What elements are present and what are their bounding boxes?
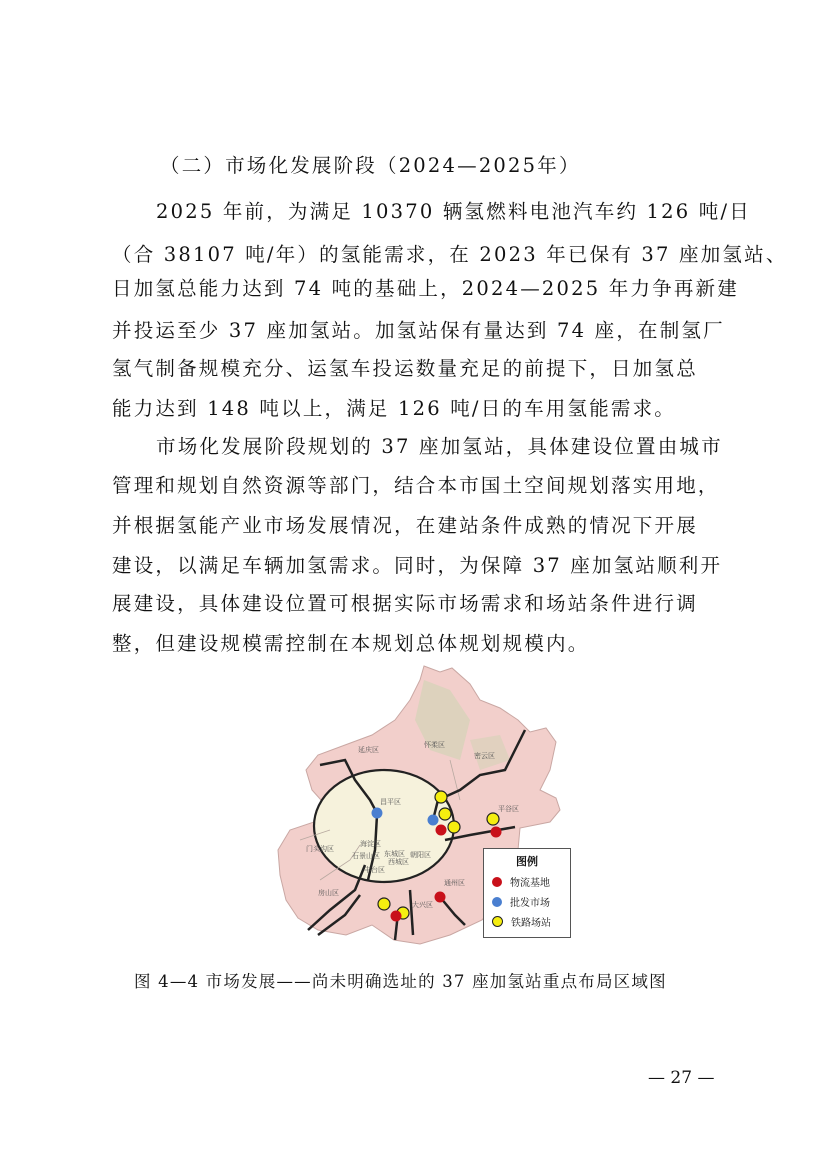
text-line: 2025 年前，为满足 10370 辆氢燃料电池汽车约 126 吨/日 bbox=[156, 200, 751, 223]
legend-item-railway bbox=[492, 914, 570, 929]
figure-caption: 图 4—4 市场发展——尚未明确选址的 37 座加氢站重点布局区域图 bbox=[134, 972, 667, 991]
svg-text:平谷区: 平谷区 bbox=[498, 805, 519, 813]
text-line: 市场化发展阶段规划的 37 座加氢站，具体建设位置由城市 bbox=[156, 435, 723, 458]
svg-text:通州区: 通州区 bbox=[444, 879, 465, 887]
section-heading: （二）市场化发展阶段（2024—2025年） bbox=[160, 154, 581, 177]
blue-dot-icon bbox=[492, 897, 502, 907]
svg-text:昌平区: 昌平区 bbox=[380, 798, 401, 806]
svg-text:怀柔区: 怀柔区 bbox=[424, 741, 445, 749]
legend-label: 物流基地 bbox=[510, 878, 550, 889]
map-legend bbox=[483, 848, 571, 938]
svg-text:大兴区: 大兴区 bbox=[412, 901, 433, 909]
text-line: 氢气制备规模充分、运氢车投运数量充足的前提下，日加氢总 bbox=[112, 357, 698, 380]
text-line: 建设，以满足车辆加氢需求。同时，为保障 37 座加氢站顺利开 bbox=[112, 554, 723, 577]
svg-text:海淀区: 海淀区 bbox=[360, 840, 381, 848]
svg-text:房山区: 房山区 bbox=[318, 889, 339, 897]
svg-text:石景山区: 石景山区 bbox=[352, 852, 380, 860]
legend-item-wholesale bbox=[492, 894, 570, 909]
text-line: 并投运至少 37 座加氢站。加氢站保有量达到 74 座，在制氢厂 bbox=[112, 319, 725, 342]
svg-text:朝阳区: 朝阳区 bbox=[410, 851, 431, 859]
red-dot-icon bbox=[492, 877, 502, 887]
text-line: 能力达到 148 吨以上，满足 126 吨/日的车用氢能需求。 bbox=[112, 397, 677, 420]
legend-label: 铁路场站 bbox=[511, 918, 551, 929]
svg-text:东城区: 东城区 bbox=[384, 850, 405, 858]
text-line: 整，但建设规模需控制在本规划总体规划规模内。 bbox=[112, 632, 590, 655]
svg-text:西城区: 西城区 bbox=[388, 858, 409, 866]
text-line: （合 38107 吨/年）的氢能需求，在 2023 年已保有 37 座加氢站、 bbox=[112, 243, 788, 266]
page-number: — 27 — bbox=[648, 1068, 715, 1088]
text-line: 管理和规划自然资源等部门，结合本市国土空间规划落实用地， bbox=[112, 474, 720, 497]
legend-title: 图例 bbox=[516, 855, 538, 868]
legend-label: 批发市场 bbox=[510, 898, 550, 909]
svg-text:密云区: 密云区 bbox=[474, 752, 495, 760]
yellow-dot-icon bbox=[492, 916, 503, 927]
text-line: 展建设，具体建设位置可根据实际市场需求和场站条件进行调 bbox=[112, 592, 698, 615]
text-line: 并根据氢能产业市场发展情况，在建站条件成熟的情况下开展 bbox=[112, 514, 698, 537]
svg-text:门头沟区: 门头沟区 bbox=[306, 845, 334, 853]
text-line: 日加氢总能力达到 74 吨的基础上，2024—2025 年力争再新建 bbox=[112, 277, 739, 300]
svg-text:丰台区: 丰台区 bbox=[364, 866, 385, 874]
legend-item-logistics bbox=[492, 874, 570, 889]
svg-text:延庆区: 延庆区 bbox=[358, 746, 379, 754]
